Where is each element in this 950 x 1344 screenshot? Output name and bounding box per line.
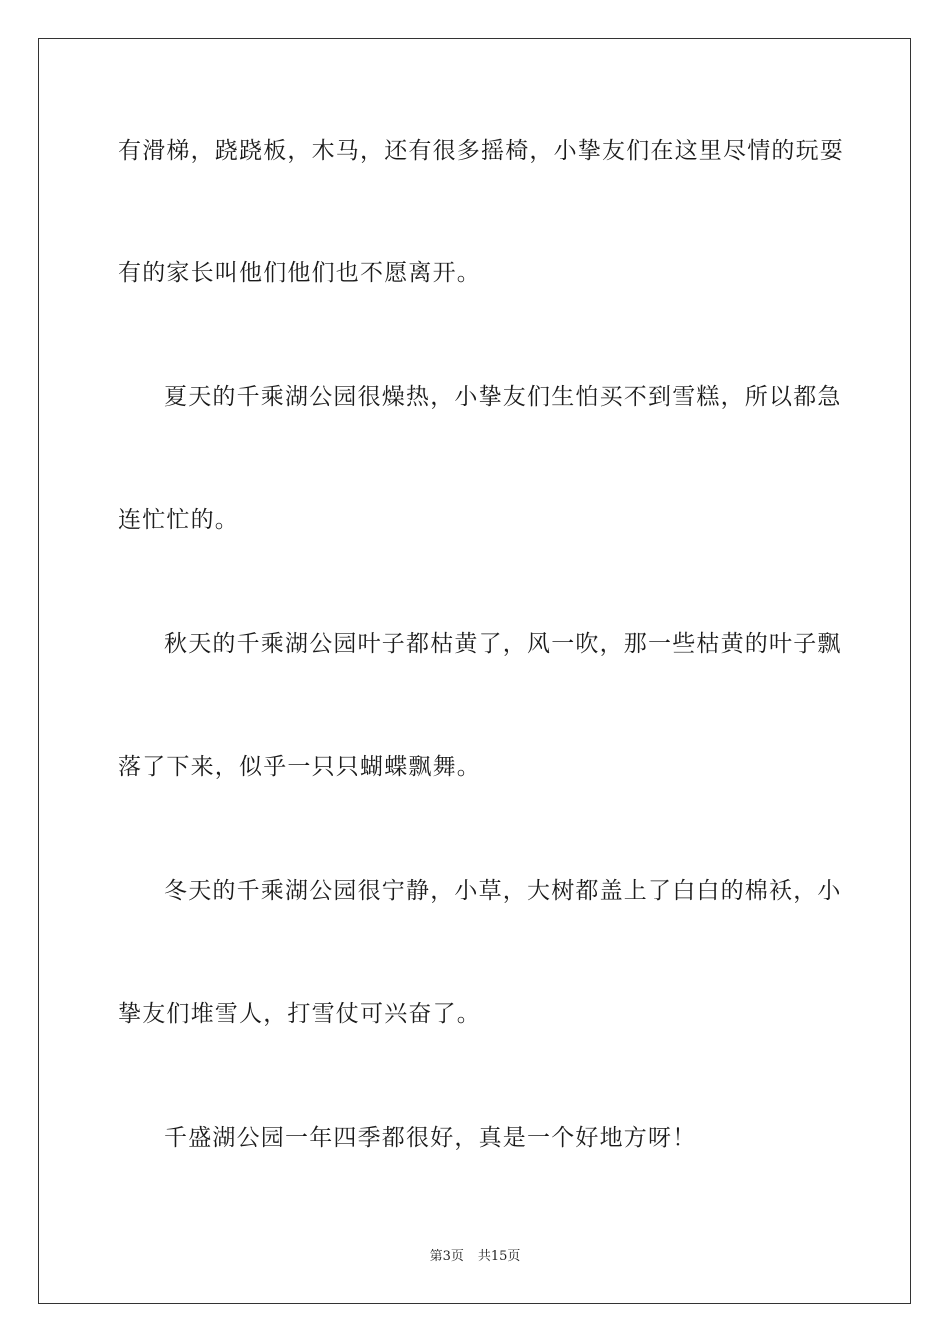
text-line-8: 挚友们堆雪人，打雪仗可兴奋了。: [118, 1001, 481, 1027]
text-line-2: 有的家长叫他们他们也不愿离开。: [118, 260, 481, 286]
page-number: 第3页: [429, 1249, 464, 1264]
text-line-4: 连忙忙的。: [118, 507, 239, 533]
text-line-5: 秋天的千乘湖公园叶子都枯黄了，风一吹，那一些枯黄的叶子飘: [164, 631, 842, 657]
text-line-9: 千盛湖公园一年四季都很好，真是一个好地方呀！: [164, 1125, 697, 1151]
text-line-1: 有滑梯，跷跷板，木马，还有很多摇椅，小挚友们在这里尽情的玩耍: [118, 138, 844, 164]
text-line-7: 冬天的千乘湖公园很宁静，小草，大树都盖上了白白的棉袄，小: [164, 878, 842, 904]
text-line-3: 夏天的千乘湖公园很燥热，小挚友们生怕买不到雪糕，所以都急: [164, 384, 842, 410]
page-footer: [0, 1248, 950, 1266]
page-border: [38, 38, 911, 1304]
text-line-6: 落了下来，似乎一只只蝴蝶飘舞。: [118, 754, 481, 780]
page-total: 共15页: [477, 1249, 521, 1264]
